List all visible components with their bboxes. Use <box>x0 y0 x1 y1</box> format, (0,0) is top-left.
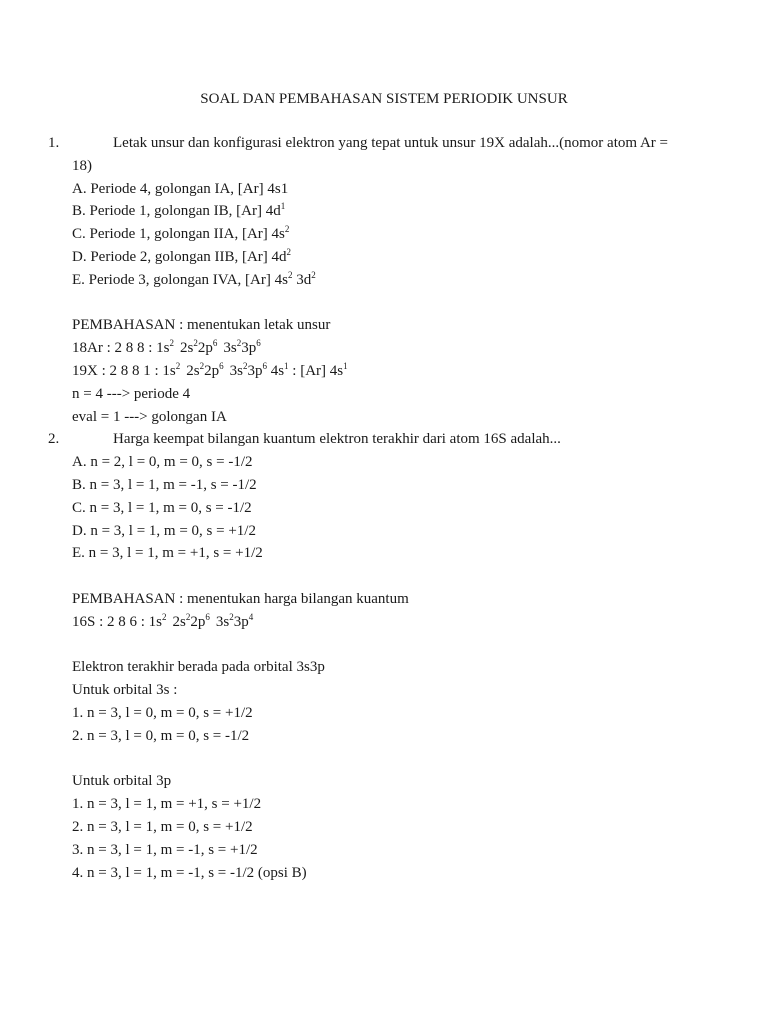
option-b: B. n = 3, l = 1, m = -1, s = -1/2 <box>72 476 257 493</box>
document-body <box>48 132 702 884</box>
question-1 <box>48 132 702 155</box>
question-text: Letak unsur dan konfigurasi elektron yang tepat untuk unsur 19X adalah...(nomor atom Ar = <box>113 135 668 151</box>
question-number: 1. <box>48 135 60 151</box>
config-ar: 18Ar : 2 8 8 : $1s^2$ $2s^22p^6$ $3s^23p^6$ <box>72 338 261 357</box>
question-number: 2. <box>48 431 60 448</box>
config-s: 16S : 2 8 6 : $1s^2$ $2s^22p^6$ $3s^23p^4$ <box>72 611 254 630</box>
discussion-heading: PEMBAHASAN : menentukan harga bilangan kuantum <box>72 590 409 607</box>
config-x: 19X : 2 8 8 1 : $1s^2$ $2s^22p^6$ $3s^23p^6$ $4s^1$ : [Ar] $4s^1$ <box>72 360 348 379</box>
option-a: A. Periode 4, golongan IA, [Ar] 4s1 <box>72 180 289 197</box>
option-d: D. n = 3, l = 1, m = 0, s = +1/2 <box>72 522 256 539</box>
option-c: C. n = 3, l = 1, m = 0, s = -1/2 <box>72 499 252 516</box>
question-text-continued: 18) <box>72 157 92 174</box>
discussion-heading: PEMBAHASAN : menentukan letak unsur <box>72 317 331 334</box>
list-item: 3. n = 3, l = 1, m = -1, s = +1/2 <box>72 841 258 858</box>
group-result: eval = 1 ---> golongan IA <box>72 408 227 425</box>
option-b: B. Periode 1, golongan IB, [Ar] $4d^1$ <box>72 201 286 220</box>
list-item: 1. n = 3, l = 0, m = 0, s = +1/2 <box>72 704 253 721</box>
orbital-3p-heading: Untuk orbital 3p <box>72 773 172 790</box>
option-a: A. n = 2, l = 0, m = 0, s = -1/2 <box>72 454 253 471</box>
last-electron-text: Elektron terakhir berada pada orbital 3s3p <box>72 659 325 676</box>
option-e: E. Periode 3, golongan IVA, [Ar] $4s^2$ $3d^2$ <box>72 269 316 288</box>
list-item: 4. n = 3, l = 1, m = -1, s = -1/2 (opsi B) <box>72 864 307 881</box>
period-result: n = 4 ---> periode 4 <box>72 385 191 402</box>
option-d: D. Periode 2, golongan IIB, [Ar] $4d^2$ <box>72 246 292 265</box>
option-e: E. n = 3, l = 1, m = +1, s = +1/2 <box>72 545 263 562</box>
question-text: Harga keempat bilangan kuantum elektron terakhir dari atom 16S adalah... <box>113 431 561 448</box>
list-item: 2. n = 3, l = 1, m = 0, s = +1/2 <box>72 818 253 835</box>
list-item: 2. n = 3, l = 0, m = 0, s = -1/2 <box>72 727 250 744</box>
orbital-3s-heading: Untuk orbital 3s : <box>72 682 178 699</box>
list-item: 1. n = 3, l = 1, m = +1, s = +1/2 <box>72 796 262 813</box>
document-title: SOAL DAN PEMBAHASAN SISTEM PERIODIK UNSUR <box>200 91 568 107</box>
question-2 <box>48 428 702 451</box>
option-c: C. Periode 1, golongan IIA, [Ar] $4s^2$ <box>72 224 290 243</box>
